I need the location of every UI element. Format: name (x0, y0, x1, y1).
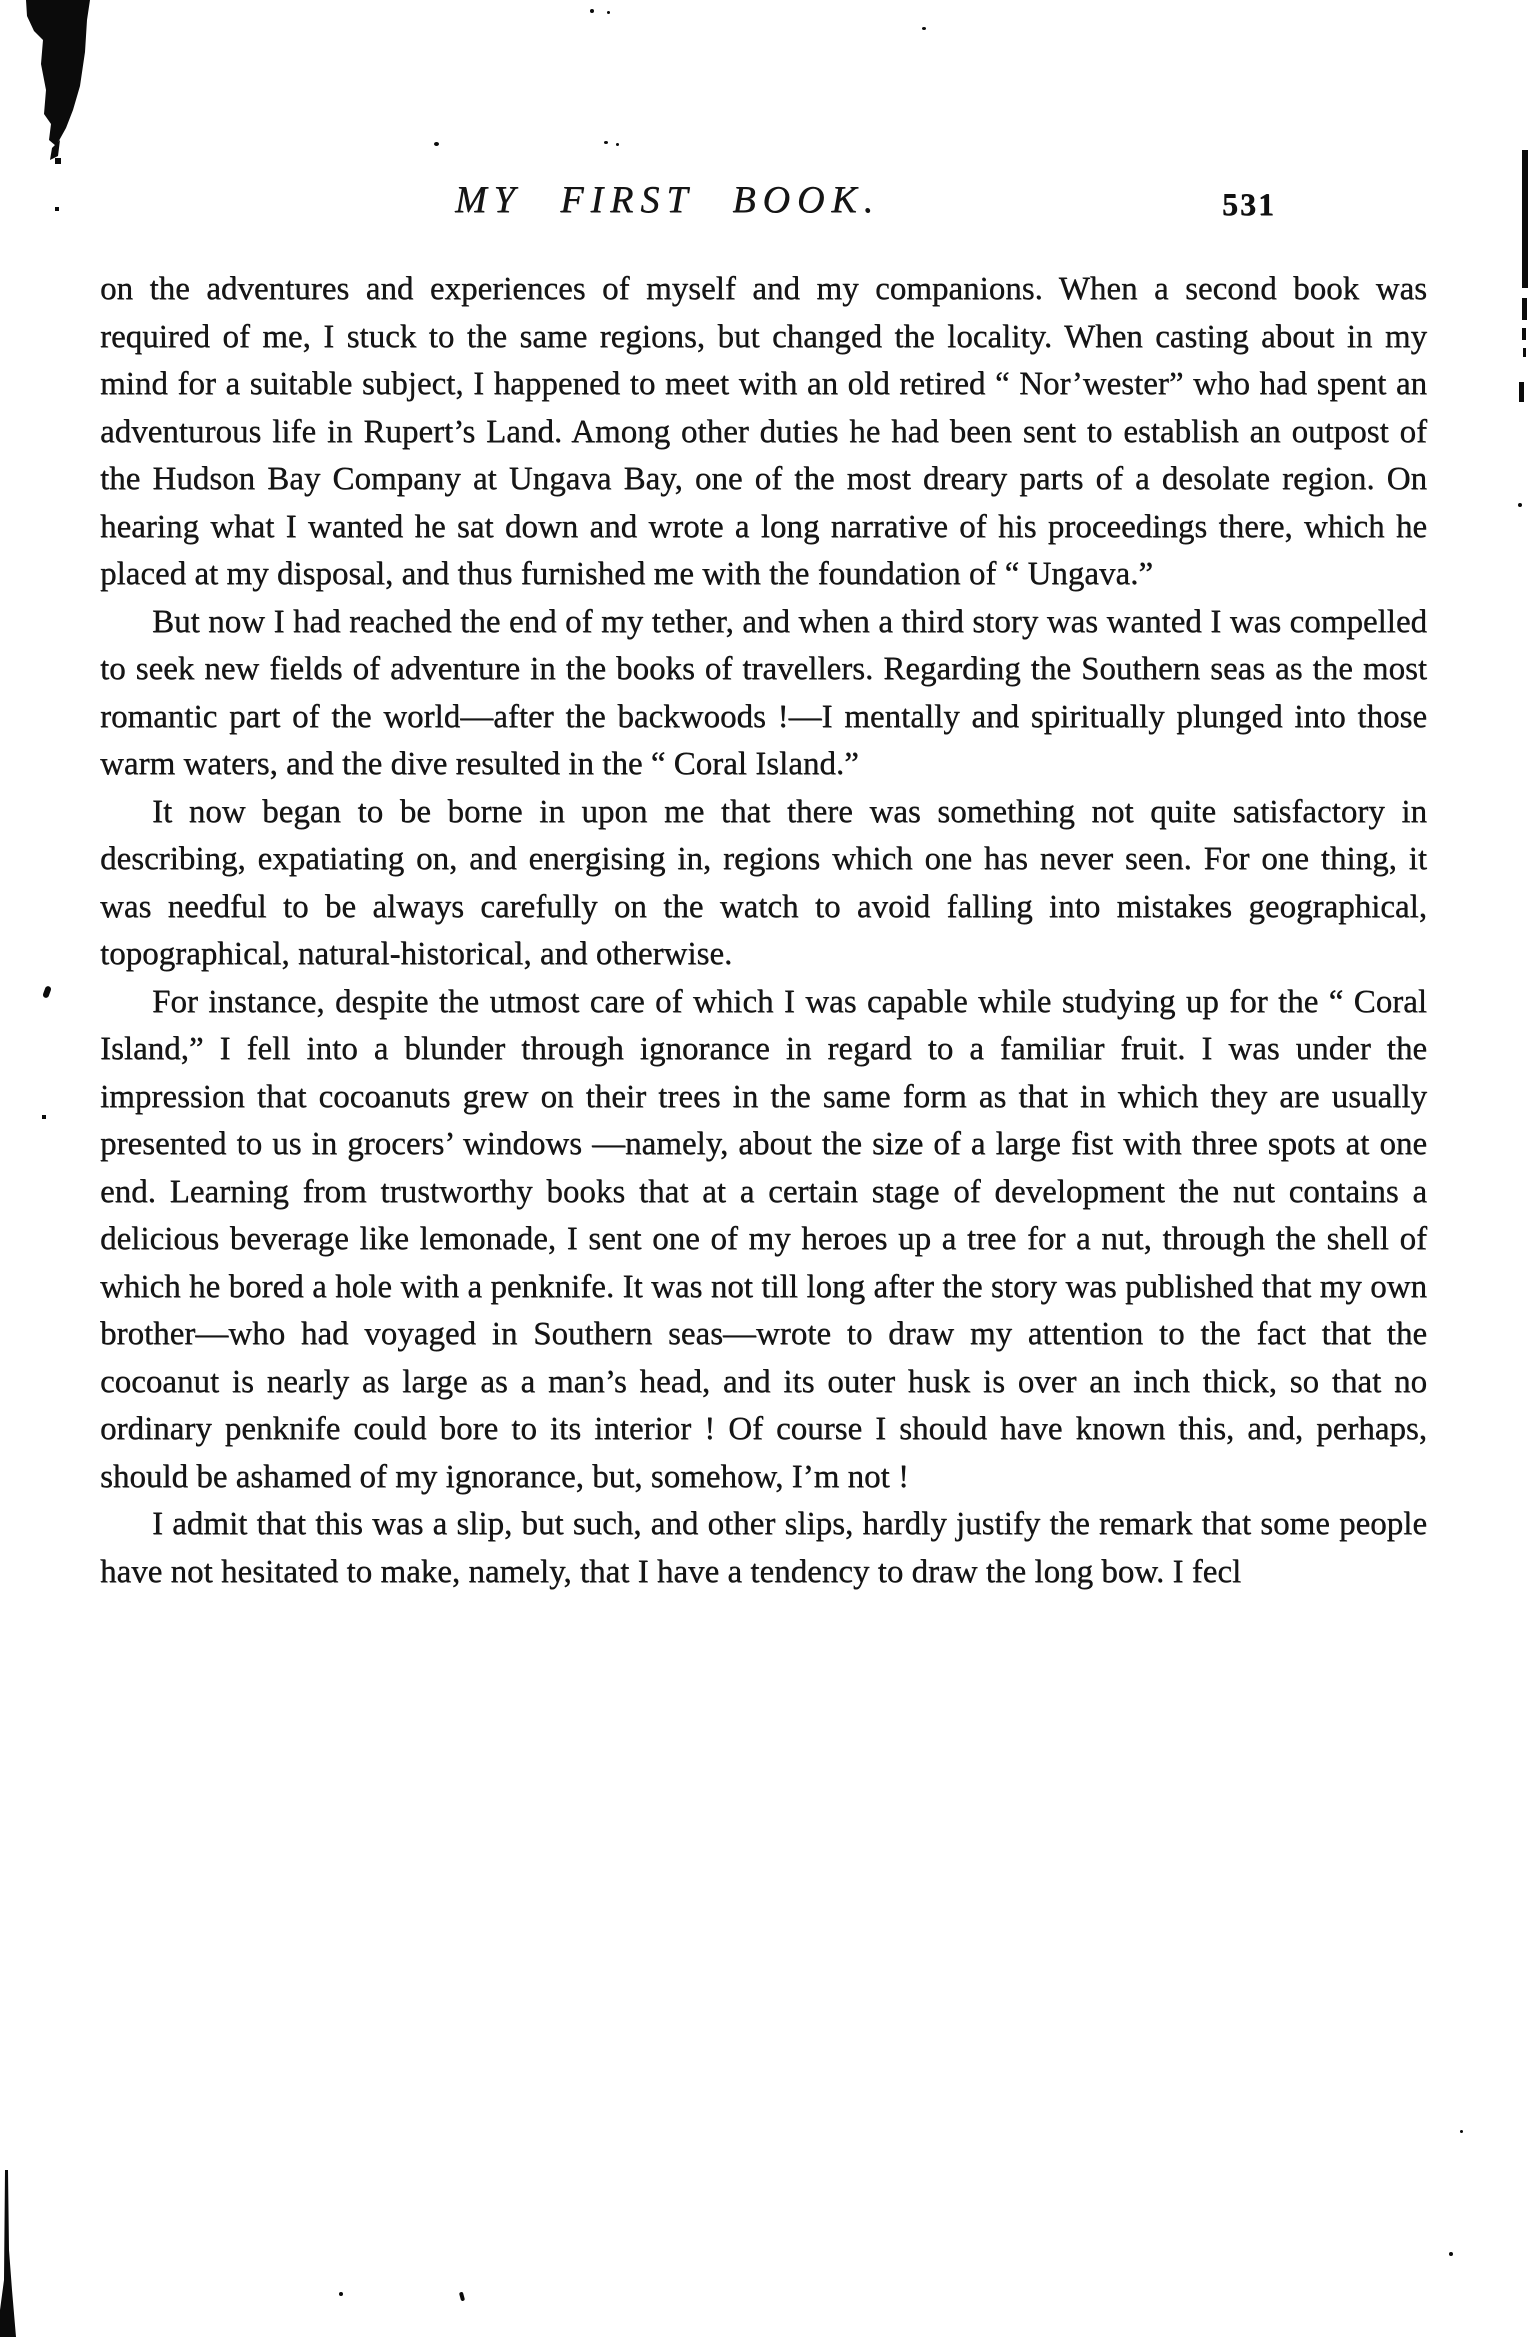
scan-speck (459, 2292, 465, 2302)
scan-edge-line (1522, 328, 1526, 340)
scan-edge-line (1522, 298, 1527, 320)
scan-edge-line (1522, 150, 1528, 288)
page-text-block (100, 266, 1427, 1596)
ink-blot-top-left (0, 0, 110, 220)
scan-edge-line (1523, 348, 1526, 357)
scan-edge-mark (1519, 382, 1524, 402)
scan-speck (616, 143, 619, 146)
pen-stroke-bottom-left (0, 2160, 40, 2337)
scan-speck (604, 141, 608, 144)
scan-speck (590, 9, 594, 13)
page-number: 531 (1222, 186, 1276, 222)
scan-speck (1460, 2130, 1463, 2133)
scan-speck (922, 27, 926, 30)
scan-speck (1449, 2252, 1453, 2256)
paragraph: on the adventures and experiences of myself and my companions. When a second book was required of me, I stuck to the same regions, but changed the locality. When casting about in my mind for a suitable subject, I happened to meet with an old retired “ Nor’wester” who had spent an adventurous life in Rupert’s Land. Among other duties he had been sent to establish an outpost of the Hudson Bay Company at Ungava Bay, one of the most dreary parts of a desolate region. On hearing what I wanted he sat down and wrote a long narrative of his proceedings there, which he placed at my disposal, and thus furnished me with the foundation of “ Ungava.” (100, 271, 1427, 592)
scan-speck (1518, 503, 1522, 507)
scan-speck (42, 1115, 46, 1119)
scan-speck (434, 142, 439, 146)
scan-speck (42, 985, 52, 998)
paragraph: But now I had reached the end of my tether, and when a third story was wanted I was compelled to seek new fields of adventure in the books of travellers. Regarding the Southern seas as the most romantic part of the world—after the backwoods !—I mentally and spiritually plunged into those warm waters, and the dive resulted in the “ Coral Island.” (100, 603, 1427, 782)
scan-speck (607, 11, 610, 14)
scan-speck (339, 2292, 343, 2296)
paragraph: It now began to be borne in upon me that there was something not quite satisfactory in describing, expatiating on, and energising in, regions which one has never seen. For one thing, it was needful to be always carefully on the watch to avoid falling into mistakes geographical, topographical, natural-historical, and otherwise. (100, 793, 1427, 972)
paragraph: For instance, despite the utmost care of which I was capable while studying up for the “ Coral Island,” I fell into a blunder through ignorance in regard to a familiar fruit. I was under the impression that cocoanuts grew on their trees in the same form as that in which they are usually presented to us in grocers’ windows —namely, about the size of a large fist with three spots at one end. Learning from trustworthy books that at a certain stage of development the nut contains a delicious beverage like lemonade, I sent one of my heroes up a tree for a nut, through the shell of which he bored a hole with a penknife. It was not till long after the story was published that my own brother—who had voyaged in Southern seas—wrote to draw my attention to the fact that the cocoanut is nearly as large as a man’s head, and its outer husk is over an inch thick, so that no ordinary penknife could bore to its interior ! Of course I should have known this, and, perhaps, should be ashamed of my ignorance, but, somehow, I’m not ! (100, 983, 1427, 1495)
running-header-title: MY FIRST BOOK. (455, 179, 881, 221)
paragraph: I admit that this was a slip, but such, and other slips, hardly justify the remark that some people have not hesitated to make, namely, that I have a tendency to draw the long bow. I fecl (100, 1506, 1427, 1590)
